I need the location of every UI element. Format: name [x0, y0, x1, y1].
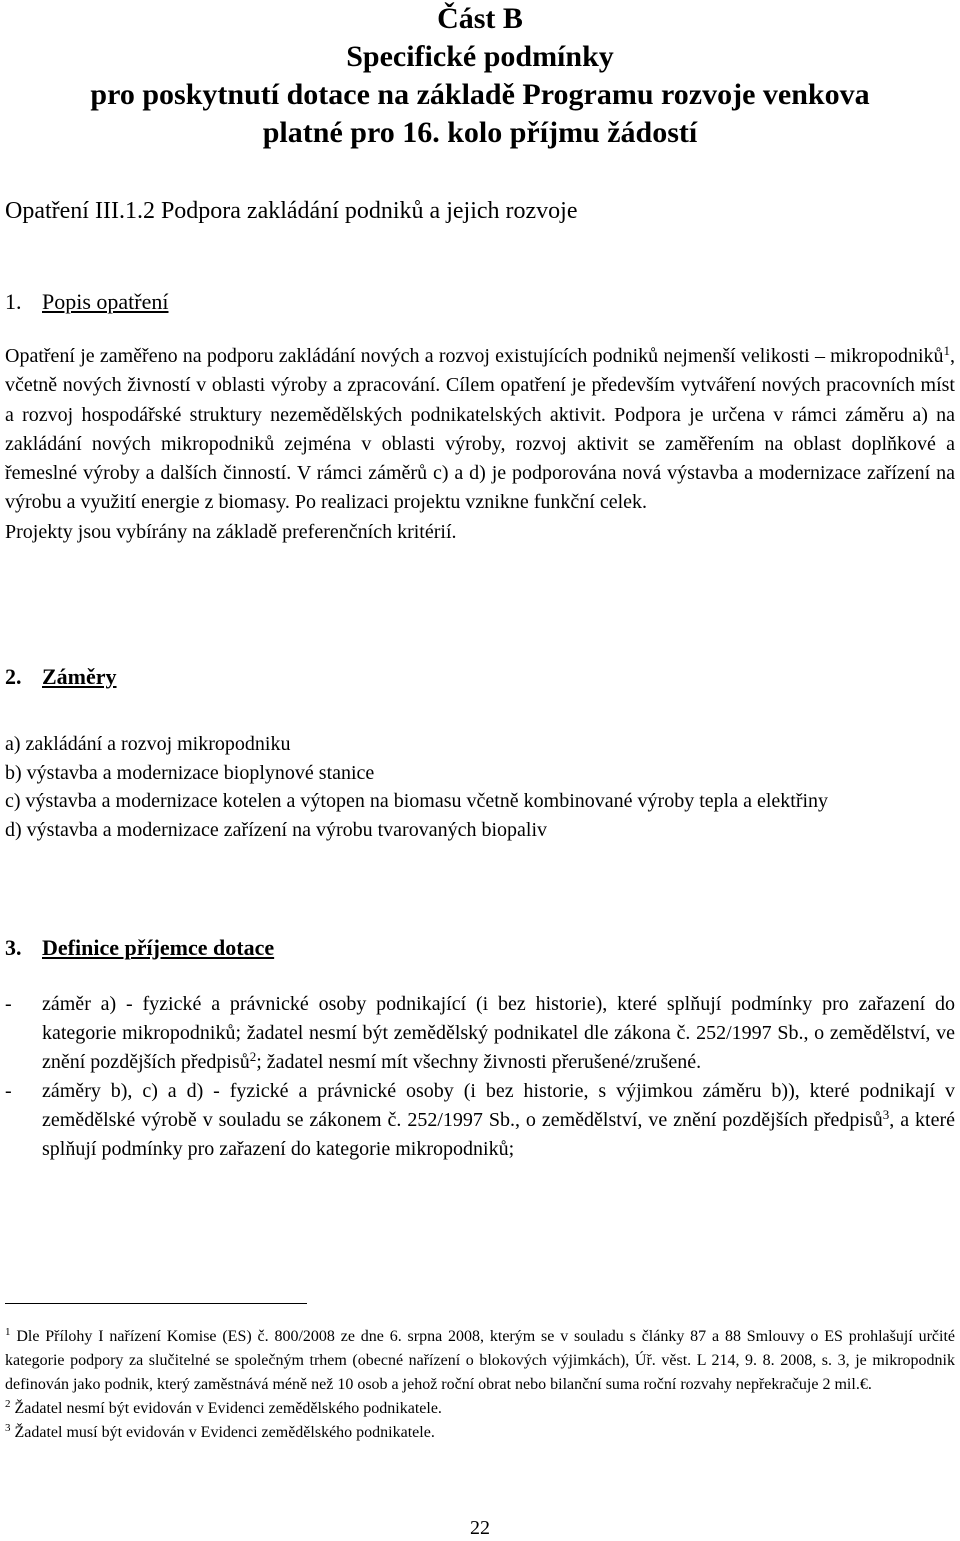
recipient-bcd-text: záměry b), c) a d) - fyzické a právnické osoby (i bez historie, s výjimkou záměru b)), které podnikají v zemědělské výrobě v souladu se zákonem č. 252/1997 Sb., o zemědělství, ve znění pozdějších předpisů: [42, 1080, 955, 1131]
section-1-criteria: Projekty jsou vybírány na základě preferenčních kritérií.: [5, 520, 457, 543]
document-title: [0, 0, 960, 152]
bullet-dash: -: [5, 1080, 12, 1102]
footnote-ref-3: 3: [882, 1107, 890, 1122]
title-subtitle: Specifické podmínky: [346, 40, 614, 73]
footnote-ref-1: 1: [943, 343, 950, 358]
section-3-number: 3.: [5, 935, 22, 960]
recipient-bcd-text-end: , a které splňují podmínky pro zařazení do kategorie mikropodniků;: [42, 1109, 955, 1160]
title-round: platné pro 16. kolo příjmu žádostí: [262, 116, 698, 149]
measure-title: Opatření III.1.2 Podpora zakládání podniků a jejich rozvoje: [5, 198, 578, 224]
section-2-heading: [5, 663, 117, 691]
section-1-number: 1.: [5, 289, 22, 314]
section-1-text-b: , včetně nových živností v oblasti výroby a zpracování. Cílem opatření je především vytváření nových pracovních míst a rozvoj hospodářské struktury nezemědělských podnikatelských aktivit. Podpora je určena v rámci záměru a) na zakládání nových mikropodniků zejména v oblasti výroby, rozvoj aktivit se zaměřením na oblast doplňkové a řemeslné výroby a dalších činností. V rámci záměrů c) a d) je podporována nová výstavba a modernizace zařízení na výrobu a využití energie z biomasy. Po realizaci projektu vznikne funkční celek.: [5, 345, 955, 514]
recipient-a-text: záměr a) - fyzické a právnické osoby podnikající (i bez historie), které splňují podmínky pro zařazení do kategorie mikropodniků; žadatel nesmí být zemědělský podnikatel dle zákona č. 252/1997 Sb., o zemědělství, ve znění pozdějších předpisů: [42, 993, 955, 1073]
section-3-heading: [5, 934, 274, 962]
footnote-3-number: 3: [5, 1422, 11, 1434]
footnote-1-text: Dle Přílohy I nařízení Komise (ES) č. 800/2008 ze dne 6. srpna 2008, kterým se v souladu s články 87 a 88 Smlouvy o ES prohlašují určité kategorie podpory za slučitelné se společným trhem (obecné nařízení o blokových výjimkách), Úř. věst. L 214, 9. 8. 2008, s. 3, je mikropodnik definován jako podnik, který zaměstnává méně než 10 osob a jehož roční obrat nebo bilanční suma roční rozvahy nepřekračuje 2 mil.€.: [5, 1328, 955, 1393]
section-1-title: Popis opatření: [42, 289, 169, 314]
intent-item-c: c) výstavba a modernizace kotelen a výtopen na biomasu včetně kombinované výroby tepla a elektřiny: [5, 790, 829, 812]
footnote-ref-2: 2: [249, 1049, 257, 1064]
footnote-2-text: Žadatel nesmí být evidován v Evidenci zemědělského podnikatele.: [10, 1400, 442, 1417]
intent-item-a: a) zakládání a rozvoj mikropodniku: [5, 733, 291, 755]
footnote-2-number: 2: [5, 1398, 11, 1410]
footnote-3: [5, 1421, 955, 1445]
section-2-number: 2.: [5, 664, 22, 689]
recipient-a-text-end: ; žadatel nesmí mít všechny živnosti přerušené/zrušené.: [256, 1051, 702, 1073]
intent-item-d: d) výstavba a modernizace zařízení na výrobu tvarovaných biopaliv: [5, 818, 548, 841]
recipient-item-bcd: [5, 1077, 955, 1164]
footnotes: [5, 1325, 955, 1445]
footnote-3-text: Žadatel musí být evidován v Evidenci zemědělského podnikatele.: [10, 1424, 435, 1441]
section-1-text-a: Opatření je zaměřeno na podporu zakládání nových a rozvoj existujících podniků nejmenší velikosti – mikropodniků: [5, 345, 944, 367]
footnote-2: [5, 1397, 955, 1421]
title-part: Část B: [437, 2, 523, 35]
section-3-title: Definice příjemce dotace: [42, 935, 275, 960]
intent-list: [5, 730, 955, 844]
section-1-paragraph: [5, 342, 955, 518]
section-1-body: [5, 342, 955, 547]
intent-item-b: b) výstavba a modernizace bioplynové stanice: [5, 761, 375, 784]
section-2-title: Záměry: [42, 664, 117, 689]
footnote-divider: [5, 1303, 307, 1304]
footnote-1-number: 1: [5, 1326, 11, 1338]
title-program: pro poskytnutí dotace na základě Programu rozvoje venkova: [90, 78, 870, 111]
section-1-heading: [5, 288, 169, 316]
recipient-item-a: [5, 990, 955, 1077]
page-number: 22: [470, 1517, 490, 1539]
bullet-dash: -: [5, 993, 12, 1015]
recipient-list: [5, 990, 955, 1164]
footnote-1: [5, 1325, 955, 1397]
